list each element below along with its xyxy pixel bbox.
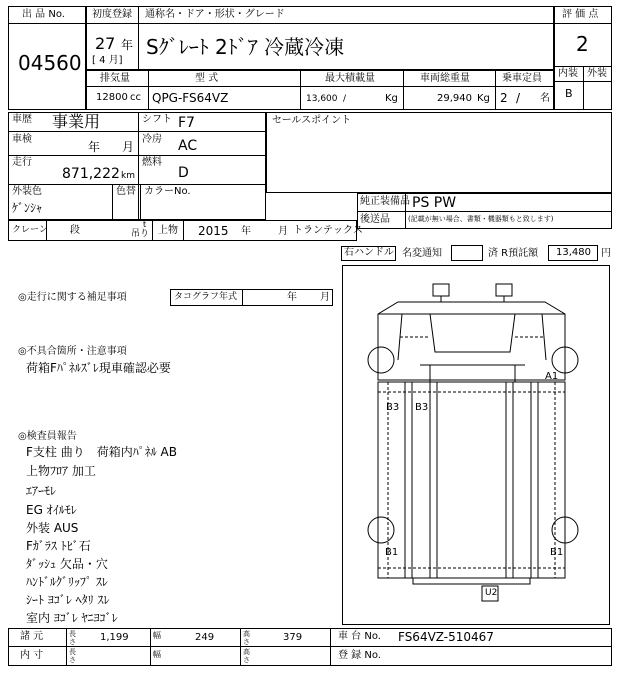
color-no-label: カラーNo. — [144, 186, 191, 197]
model-name: Sｸﾞﾚｰﾄ 2ﾄﾞｱ 冷蔵冷凍 — [146, 35, 345, 59]
name-change-box — [451, 245, 483, 261]
capacity-header: 乗車定員 — [502, 73, 542, 84]
fuel-label: 燃料 — [142, 157, 162, 168]
shift-value: F7 — [178, 115, 195, 131]
shift-label: シフト — [142, 114, 172, 125]
length-label: 長さ — [69, 630, 76, 646]
equipment-label: 純正装備品 — [360, 196, 410, 207]
mark-b1-left: B1 — [385, 547, 399, 558]
inspection-label: 車検 — [12, 134, 32, 145]
history-label: 車歴 — [12, 114, 32, 125]
upper-year: 2015 — [198, 224, 229, 238]
height-value: 379 — [283, 632, 303, 643]
mileage-label: 走行 — [12, 157, 32, 168]
interior-dims-label: 内 寸 — [20, 650, 44, 661]
tachograph-label: タコグラフ年式 — [174, 292, 238, 302]
model-type-value: QPG-FS64VZ — [152, 91, 229, 105]
tachograph-month-unit: 月 — [320, 292, 330, 303]
equipment-value: PS PW — [412, 195, 457, 211]
registration-year: 27 — [95, 34, 116, 53]
inspector-note: EG ｵｲﾙﾓﾚ — [26, 503, 77, 517]
chassis-value: FS64VZ-510467 — [398, 630, 494, 644]
capacity-value: 2 — [500, 91, 508, 105]
capacity-slash: / — [516, 91, 521, 105]
gross-weight-value: 29,940 — [437, 93, 472, 104]
interior-height-label: 高さ — [243, 648, 250, 664]
inspector-note: 外装 AUS — [26, 521, 79, 535]
grade-header: 通称名・ドア・形状・グレード — [145, 9, 285, 20]
interior-label: 内装 — [558, 68, 578, 79]
aircon-value: AC — [178, 138, 198, 154]
crane-t-label: t — [143, 220, 147, 229]
registration-no-label: 登 録 No. — [338, 650, 381, 661]
recycle-value: 13,480 — [556, 247, 591, 258]
model-type-header: 型 式 — [195, 73, 219, 84]
steering-label: 右ハンドル — [344, 247, 394, 258]
dimensions-table — [8, 628, 612, 666]
displacement-header: 排気量 — [100, 73, 130, 84]
score-value: 2 — [576, 32, 589, 56]
mileage-unit: km — [121, 171, 135, 181]
max-load-slash: / — [343, 94, 347, 104]
score-label: 評 価 点 — [562, 9, 599, 20]
supplement-title: ◎走行に関する補足事項 — [18, 292, 127, 303]
height-label: 高さ — [243, 630, 250, 646]
gross-weight-unit: Kg — [477, 93, 490, 104]
displacement-value: 12800 — [96, 92, 128, 103]
upper-maker: トランテックス — [293, 225, 363, 236]
name-change-label: 名変通知 — [402, 248, 442, 259]
sales-point-label: セールスポイント — [272, 115, 352, 126]
inspection-month-unit: 月 — [122, 140, 135, 154]
exterior-color-label: 外装色 — [12, 186, 42, 197]
mark-u2: U2 — [485, 588, 498, 598]
displacement-unit: cc — [130, 92, 141, 103]
max-load-unit: Kg — [385, 93, 398, 104]
crane-unit: 段 — [70, 225, 80, 236]
registration-month: [ 4 月] — [92, 55, 123, 66]
width-label: 幅 — [153, 631, 161, 640]
upper-label: 上物 — [158, 225, 178, 236]
registration-label: 初度登録 — [92, 9, 132, 20]
info-block — [8, 112, 266, 220]
interior-width-label: 幅 — [153, 650, 161, 659]
mileage-value: 871,222 — [62, 166, 120, 182]
inspector-note: 室内 ﾖｺﾞﾚ ﾔﾆﾖｺﾞﾚ — [26, 611, 118, 625]
max-load-header: 最大積載量 — [325, 73, 375, 84]
chassis-label: 車 台 No. — [338, 631, 381, 642]
rear-seat-label: 後送品 — [360, 214, 390, 225]
upper-year-unit: 年 — [241, 226, 251, 237]
mark-b3-right: B3 — [415, 402, 429, 413]
aircon-label: 冷房 — [142, 134, 162, 145]
length-value: 1,199 — [100, 632, 129, 643]
inspector-note: F支柱 曲り 荷箱内ﾊﾟﾈﾙ AB — [26, 445, 177, 459]
color-change-label: 色替 — [116, 186, 136, 197]
inspector-note: 上物ﾌﾛｱ 加工 — [26, 464, 96, 478]
lot-label: 出 品 No. — [22, 9, 65, 20]
defects-title: ◎不具合箇所・注意事項 — [18, 346, 127, 357]
defect-item: 荷箱Fﾊﾟﾈﾙｽﾞﾚ現車確認必要 — [26, 361, 171, 375]
max-load-value: 13,600 — [306, 94, 338, 104]
gross-weight-header: 車両総重量 — [420, 73, 470, 84]
inspector-note: ﾊﾝﾄﾞﾙｸﾞﾘｯﾌﾟ ｽﾚ — [26, 575, 108, 589]
recycle-unit: 円 — [601, 248, 611, 259]
inspector-note: ﾀﾞｯｼｭ 欠品・穴 — [26, 557, 108, 571]
width-value: 249 — [195, 632, 215, 643]
exterior-color-value: ｹﾞﾝｼｬ — [12, 201, 43, 215]
history-value: 事業用 — [52, 112, 101, 131]
interior-grade: B — [565, 87, 573, 100]
inspector-note: ｴｱｰﾓﾚ — [26, 484, 57, 498]
registration-year-unit: 年 — [121, 38, 134, 52]
exterior-label: 外装 — [587, 68, 607, 79]
mark-b1-right: B1 — [550, 547, 564, 558]
inspector-note: ｼｰﾄ ﾖｺﾞﾚ ﾍﾀﾘ ｽﾚ — [26, 593, 110, 607]
mark-b3-left: B3 — [386, 402, 400, 413]
dimensions-label: 諸 元 — [20, 631, 44, 642]
tachograph-year-unit: 年 — [287, 292, 297, 303]
rear-seat-note: (記載が無い場合、書類・機器類もと致します) — [408, 215, 554, 223]
crane-label: クレーン — [12, 225, 48, 235]
crane-suspension: 吊り — [131, 229, 150, 239]
inspector-note: Fｶﾞﾗｽ ﾄﾋﾞ石 — [26, 539, 91, 553]
capacity-unit: 名 — [540, 93, 550, 104]
lot-number: 04560 — [18, 51, 82, 75]
vehicle-diagram-box — [342, 265, 610, 625]
interior-length-label: 長さ — [69, 648, 76, 664]
inspector-title: ◎検査員報告 — [18, 431, 77, 442]
upper-month-unit: 月 — [278, 226, 288, 237]
inspection-year-unit: 年 — [88, 140, 101, 154]
fuel-value: D — [178, 165, 189, 181]
recycle-label: 済 R預託額 — [488, 248, 539, 259]
mark-a1: A1 — [545, 371, 559, 382]
